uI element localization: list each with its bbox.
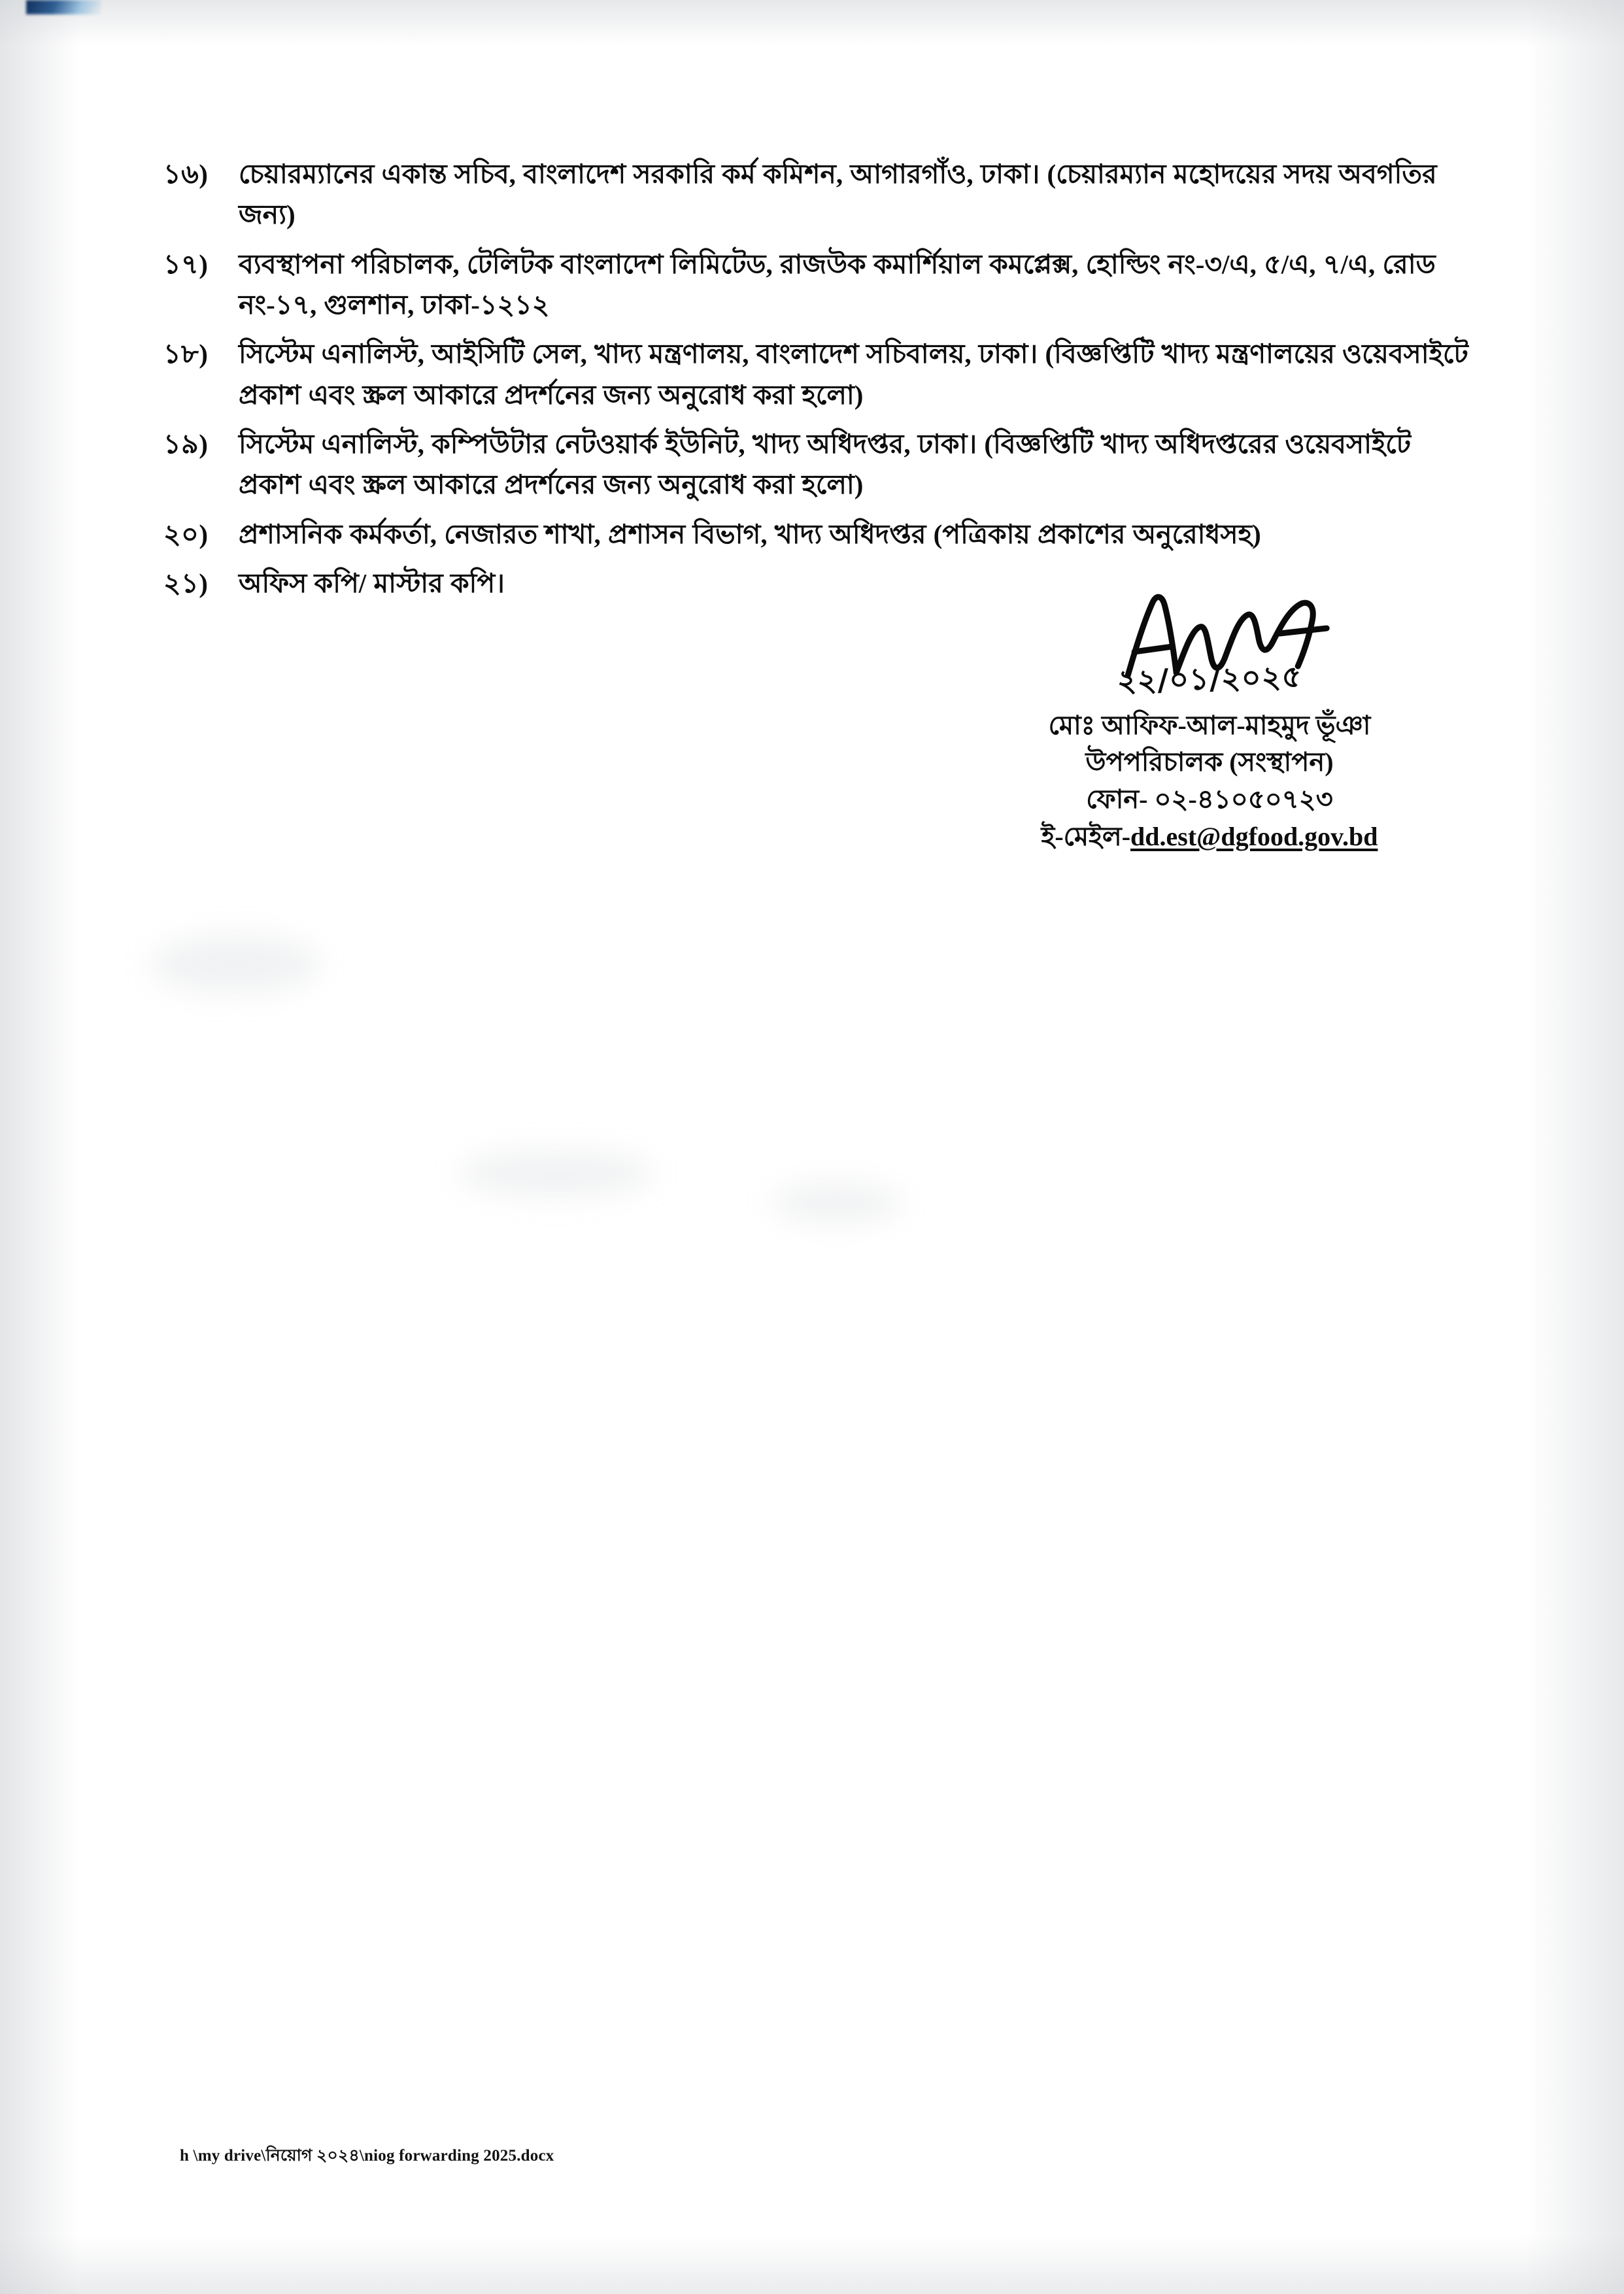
signature-block: [955, 592, 1464, 856]
list-item-text: চেয়ারম্যানের একান্ত সচিব, বাংলাদেশ সরকারি কর্ম কমিশন, আগারগাঁও, ঢাকা। (চেয়ারম্যান মহোদয়ের সদয় অবগতির জন্য): [239, 159, 1437, 230]
list-item-number: ২০): [163, 518, 209, 549]
list-item-text: সিস্টেম এনালিস্ট, আইসিটি সেল, খাদ্য মন্ত্রণালয়, বাংলাদেশ সচিবালয়, ঢাকা। (বিজ্ঞপ্তিটি খাদ্য মন্ত্রণালয়ের ওয়েবসাইটে প্রকাশ এবং স্ক্রল আকারে প্রদর্শনের জন্য অনুরোধ করা হলো): [239, 339, 1468, 410]
list-item-text: ব্যবস্থাপনা পরিচালক, টেলিটক বাংলাদেশ লিমিটেড, রাজউক কমার্শিয়াল কমপ্লেক্স, হোল্ডিং নং-৩/এ, ৫/এ, ৭/এ, রোড নং-১৭, গুলশান, ঢাকা-১২১২: [239, 248, 1436, 320]
email-address-link[interactable]: dd.est@dgfood.gov.bd: [1130, 821, 1378, 851]
list-item-text: অফিস কপি/ মাস্টার কপি।: [239, 567, 505, 598]
list-item: [163, 424, 1478, 505]
distribution-list-section: [163, 154, 1478, 612]
scan-edge-shading-bottom: [0, 2235, 1624, 2294]
scan-edge-shading-top: [0, 0, 1624, 46]
list-item-number: ১৮): [163, 339, 209, 369]
list-item: [163, 154, 1478, 235]
list-item: [163, 333, 1478, 415]
scan-edge-shading-right: [1526, 0, 1624, 2294]
list-item-number: ১৬): [163, 159, 209, 189]
distribution-list: [163, 154, 1478, 603]
list-item-number: ২১): [163, 567, 209, 598]
scan-blotch: [771, 1183, 902, 1223]
list-item-number: ১৯): [163, 428, 209, 459]
email-label: ই-মেইল-: [1041, 821, 1131, 851]
list-item-text: প্রশাসনিক কর্মকর্তা, নেজারত শাখা, প্রশাসন বিভাগ, খাদ্য অধিদপ্তর (পত্রিকায় প্রকাশের অনুরোধসহ): [239, 518, 1261, 549]
signatory-email: [955, 818, 1464, 856]
signatory-designation: উপপরিচালক (সংস্থাপন): [1085, 747, 1334, 777]
scan-blotch: [458, 1151, 654, 1196]
list-item-number: ১৭): [163, 248, 209, 279]
handwritten-date: ২২/০১/২০২৫: [1116, 658, 1302, 699]
list-item: [163, 514, 1478, 554]
footer-file-path: h \my drive\নিয়োগ ২০২৪\niog forwarding 2025.docx: [180, 2146, 554, 2165]
signatory-name: মোঃ আফিফ-আল-মাহমুদ ভূঁঞা: [1048, 710, 1371, 740]
list-item: [163, 244, 1478, 326]
list-item-text: সিস্টেম এনালিস্ট, কম্পিউটার নেটওয়ার্ক ইউনিট, খাদ্য অধিদপ্তর, ঢাকা। (বিজ্ঞপ্তিটি খাদ্য অধিদপ্তরের ওয়েবসাইটে প্রকাশ এবং স্ক্রল আকারে প্রদর্শনের জন্য অনুরোধ করা হলো): [239, 428, 1412, 500]
scan-edge-shading-left: [0, 0, 78, 2294]
scan-corner-artifact: [26, 0, 101, 14]
scan-blotch: [150, 935, 320, 994]
signatory-phone: ফোন- ০২-৪১০৫০৭২৩: [1086, 784, 1333, 815]
